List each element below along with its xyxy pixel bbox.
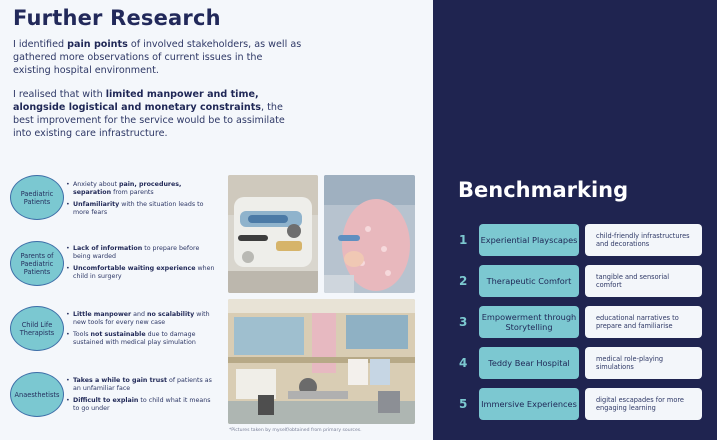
pain-point: • Tools not sustainable due to damage sustained with medical play simulation [66, 331, 216, 347]
stakeholder-child-life-therapists: Child Life Therapists [10, 306, 64, 351]
benchmark-number: 3 [459, 315, 468, 329]
pain-points-parents [66, 245, 216, 285]
benchmark-number: 1 [459, 233, 468, 247]
pain-points-anaesthetists [66, 377, 216, 417]
photo-caption: *Pictures taken by myself/obtained from primary sources. [229, 428, 362, 433]
pain-point: • Takes a while to gain trust of patients as an unfamiliar face [66, 377, 216, 393]
stakeholder-paediatric-patients: Paediatric Patients [10, 175, 64, 220]
benchmark-title-box: Teddy Bear Hospital [479, 347, 579, 379]
benchmark-desc-box: child-friendly infrastructures and decorations [585, 224, 702, 256]
page-title: Further Research [13, 6, 221, 30]
pain-point: • Little manpower and no scalability with new tools for every new case [66, 311, 216, 327]
benchmark-title-box: Therapeutic Comfort [479, 265, 579, 297]
stakeholder-anaesthetists: Anaesthetists [10, 372, 64, 417]
stakeholder-parents: Parents of Paediatric Patients [10, 241, 64, 286]
pain-points-paediatric-patients [66, 181, 216, 221]
benchmark-desc-box: medical role-playing simulations [585, 347, 702, 379]
pain-point: • Lack of information to prepare before being warded [66, 245, 216, 261]
benchmark-desc-box: digital escapades for more engaging learning [585, 388, 702, 420]
pain-point: • Uncomfortable waiting experience when child in surgery [66, 265, 216, 281]
intro-paragraph-2: I realised that with limited manpower and time, alongside logistical and monetary constraints, the best improvement for the service would be to assimilate into existing care infrastructure. [13, 89, 285, 139]
intro-paragraph-1: I identified pain points of involved stakeholders, as well as gathered more observations of current issues in the existing hospital environment. [13, 39, 302, 76]
benchmark-title-box: Immersive Experiences [479, 388, 579, 420]
pain-point: • Difficult to explain to child what it means to go under [66, 397, 216, 413]
photo-medical-play-tools [228, 175, 318, 293]
photo-child-with-tool [324, 175, 415, 293]
benchmark-title-box: Empowerment through Storytelling [479, 306, 579, 338]
photo-hospital-playroom [228, 299, 415, 424]
benchmark-title-box: Experiential Playscapes [479, 224, 579, 256]
benchmark-number: 5 [459, 397, 468, 411]
pain-points-therapists [66, 311, 216, 351]
pain-point: • Anxiety about pain, procedures, separation from parents [66, 181, 216, 197]
benchmarking-title: Benchmarking [458, 178, 629, 202]
benchmark-number: 4 [459, 356, 468, 370]
benchmark-number: 2 [459, 274, 468, 288]
pain-point: • Unfamiliarity with the situation leads to more fears [66, 201, 216, 217]
benchmark-desc-box: tangible and sensorial comfort [585, 265, 702, 297]
benchmark-desc-box: educational narratives to prepare and familiarise [585, 306, 702, 338]
